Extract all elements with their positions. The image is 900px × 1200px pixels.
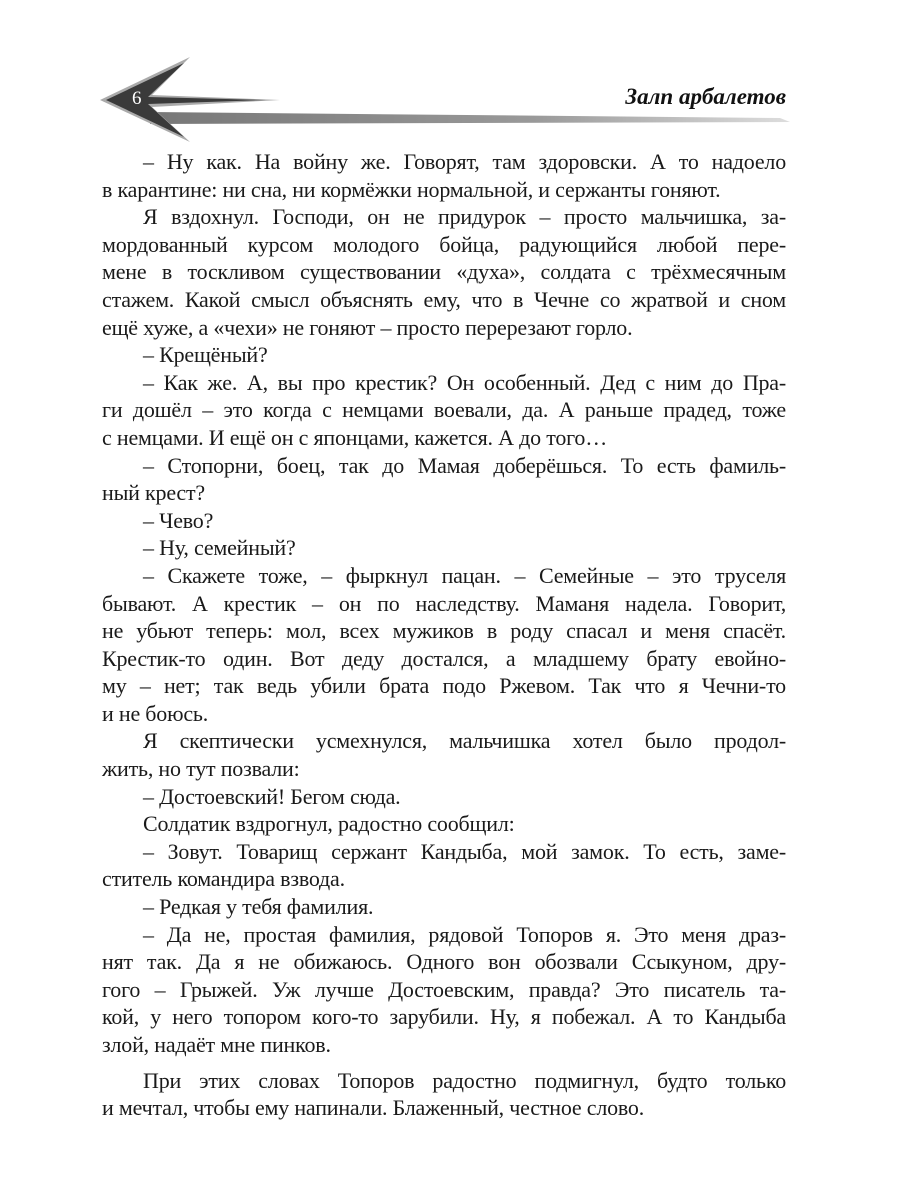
running-header xyxy=(0,0,900,150)
text-line: – Ну, семейный? xyxy=(143,535,296,561)
text-line: Я вздохнул. Господи, он не придурок – просто мальчишка, за- xyxy=(143,204,786,230)
text-line: му – нет; так ведь убили брата подо Ржевом. Так что я Чечни-то xyxy=(102,673,786,699)
text-line: Солдатик вздрогнул, радостно сообщил: xyxy=(143,811,515,837)
body-text xyxy=(102,148,786,1122)
running-title: Залп арбалетов xyxy=(625,84,786,109)
text-line: с немцами. И ещё он с японцами, кажется. А до того… xyxy=(102,424,607,450)
text-line: – Зовут. Товарищ сержант Кандыба, мой замок. То есть, заме- xyxy=(143,838,786,864)
text-line: нят так. Да я не обижаюсь. Одного вон обозвали Ссыкуном, дру- xyxy=(102,949,786,975)
text-line: в карантине: ни сна, ни кормёжки нормальной, и сержанты гоняют. xyxy=(102,176,721,202)
text-line: мене в тоскливом существовании «духа», солдата с трёхмесячным xyxy=(102,259,786,285)
text-line: – Достоевский! Бегом сюда. xyxy=(143,783,401,809)
text-line: ститель командира взвода. xyxy=(102,866,345,892)
text-line: и мечтал, чтобы ему напинали. Блаженный, честное слово. xyxy=(102,1095,645,1121)
text-line: – Как же. А, вы про крестик? Он особенный. Дед с ним до Пра- xyxy=(143,369,786,395)
text-line: – Редкая у тебя фамилия. xyxy=(143,894,374,920)
text-line: – Скажете тоже, – фыркнул пацан. – Семейные – это труселя xyxy=(143,562,786,588)
text-line: мордованный курсом молодого бойца, радующийся любой пере- xyxy=(102,231,786,257)
page-number: 6 xyxy=(132,88,142,109)
text-line: ги дошёл – это когда с немцами воевали, да. А раньше прадед, тоже xyxy=(102,397,786,423)
text-line: – Чево? xyxy=(143,507,214,533)
text-line: При этих словах Топоров радостно подмигнул, будто только xyxy=(143,1067,786,1093)
text-line: Я скептически усмехнулся, мальчишка хотел было продол- xyxy=(143,728,786,754)
text-line: – Крещёный? xyxy=(143,342,268,368)
text-line: – Ну как. На войну же. Говорят, там здоровски. А то надоело xyxy=(143,149,786,174)
text-line: – Стопорни, боец, так до Мамая доберёшься. То есть фамиль- xyxy=(143,452,786,478)
text-line: Крестик-то один. Вот деду достался, а младшему брату евойно- xyxy=(102,645,786,671)
text-line: – Да не, простая фамилия, рядовой Топоров я. Это меня драз- xyxy=(143,921,786,947)
text-line: ный крест? xyxy=(102,480,205,506)
text-line: кой, у него топором кого-то зарубили. Ну, я побежал. А то Кандыба xyxy=(102,1004,786,1030)
text-line: не убьют теперь: мол, всех мужиков в роду спасал и меня спасёт. xyxy=(102,618,786,644)
text-line: злой, надаёт мне пинков. xyxy=(102,1032,331,1057)
text-line: ещё хуже, а «чехи» не гоняют – просто перерезают горло. xyxy=(102,314,633,340)
text-line: стажем. Какой смысл объяснять ему, что в Чечне со жратвой и сном xyxy=(102,286,786,312)
arrow-ornament-icon xyxy=(0,0,900,150)
text-line: жить, но тут позвали: xyxy=(102,756,300,782)
text-line: бывают. А крестик – он по наследству. Маманя надела. Говорит, xyxy=(102,590,786,616)
text-line: и не боюсь. xyxy=(102,700,209,726)
text-line: гого – Грыжей. Уж лучше Достоевским, правда? Это писатель та- xyxy=(102,976,786,1002)
